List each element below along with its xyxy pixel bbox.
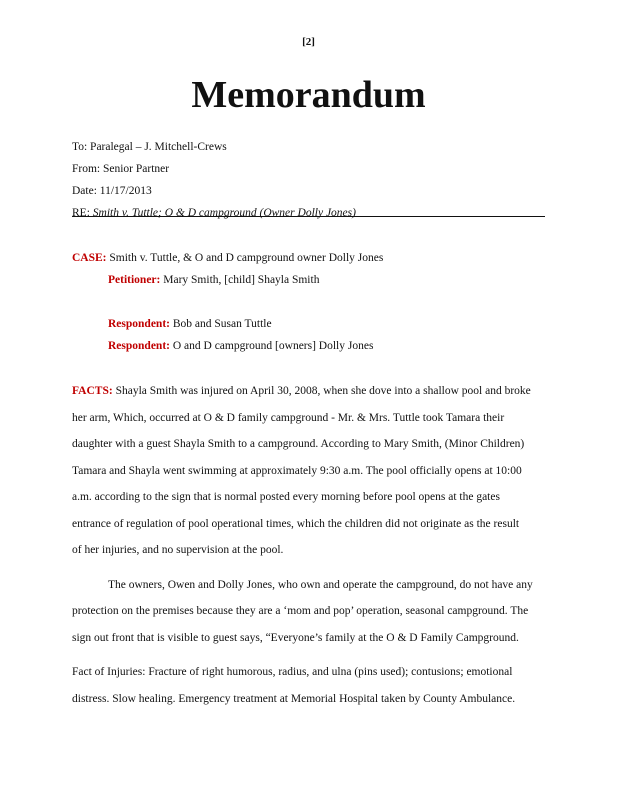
case-section: [72, 247, 545, 357]
respondent-line-1: [72, 313, 545, 335]
petitioner-label: Petitioner:: [108, 274, 161, 286]
case-line: [72, 247, 545, 269]
owners-line: protection on the premises because they are a ‘mom and pop’ operation, seasonal campground. The: [72, 605, 529, 617]
facts-line: her arm, Which, occurred at O & D family campground - Mr. & Mrs. Tuttle took Tamara their: [72, 411, 505, 424]
re-line: [72, 202, 545, 224]
facts-line: a.m. according to the sign that is normal posted every morning before pool opens at the gates: [72, 491, 500, 503]
from-line: From: Senior Partner: [72, 163, 170, 175]
respondent-label-2: Respondent:: [108, 340, 170, 352]
respondent-text-1: Bob and Susan Tuttle: [169, 318, 272, 330]
injuries-line: Fact of Injuries: Fracture of right humorous, radius, and ulna (pins used); contusions; emotional: [72, 666, 513, 678]
memo-title: Memorandum: [191, 74, 426, 116]
respondent-label-1: Respondent:: [108, 318, 170, 330]
case-label: CASE:: [72, 252, 107, 264]
case-text: Smith v. Tuttle, & O and D campground owner Dolly Jones: [106, 252, 384, 264]
page-number: [2]: [302, 36, 315, 48]
petitioner-line: [72, 269, 545, 291]
petitioner-text: Mary Smith, [child] Shayla Smith: [160, 274, 320, 286]
facts-line: daughter with a guest Shayla Smith to a campground. According to Mary Smith, (Minor Children): [72, 438, 525, 450]
facts-paragraph: [72, 378, 545, 564]
owners-paragraph: [72, 572, 545, 652]
memo-header: [72, 136, 545, 224]
memo-body: [72, 378, 545, 712]
owners-line: sign out front that is visible to guest says, “Everyone’s family at the O & D Family Campground.: [72, 631, 519, 644]
facts-line: of her injuries, and no supervision at the pool.: [72, 544, 284, 556]
re-label: RE:: [72, 207, 93, 219]
re-value: Smith v. Tuttle; O & D campground (Owner Dolly Jones): [92, 207, 356, 219]
to-line: To: Paralegal – J. Mitchell-Crews: [72, 141, 227, 153]
date-line: Date: 11/17/2013: [72, 185, 152, 197]
facts-label: FACTS:: [72, 385, 113, 397]
header-divider: [72, 216, 545, 217]
owners-line: The owners, Owen and Dolly Jones, who own and operate the campground, do not have any: [108, 578, 533, 591]
injuries-line: distress. Slow healing. Emergency treatment at Memorial Hospital taken by County Ambulance.: [72, 692, 516, 705]
facts-line: Shayla Smith was injured on April 30, 2008, when she dove into a shallow pool and broke: [112, 385, 531, 397]
injuries-paragraph: [72, 659, 545, 712]
facts-line: entrance of regulation of pool operational times, which the children did not originate as the result: [72, 517, 520, 530]
respondent-text-2: O and D campground [owners] Dolly Jones: [169, 340, 374, 352]
respondent-line-2: [72, 335, 545, 357]
facts-line: Tamara and Shayla went swimming at approximately 9:30 a.m. The pool officially opens at 10:00: [72, 464, 522, 477]
